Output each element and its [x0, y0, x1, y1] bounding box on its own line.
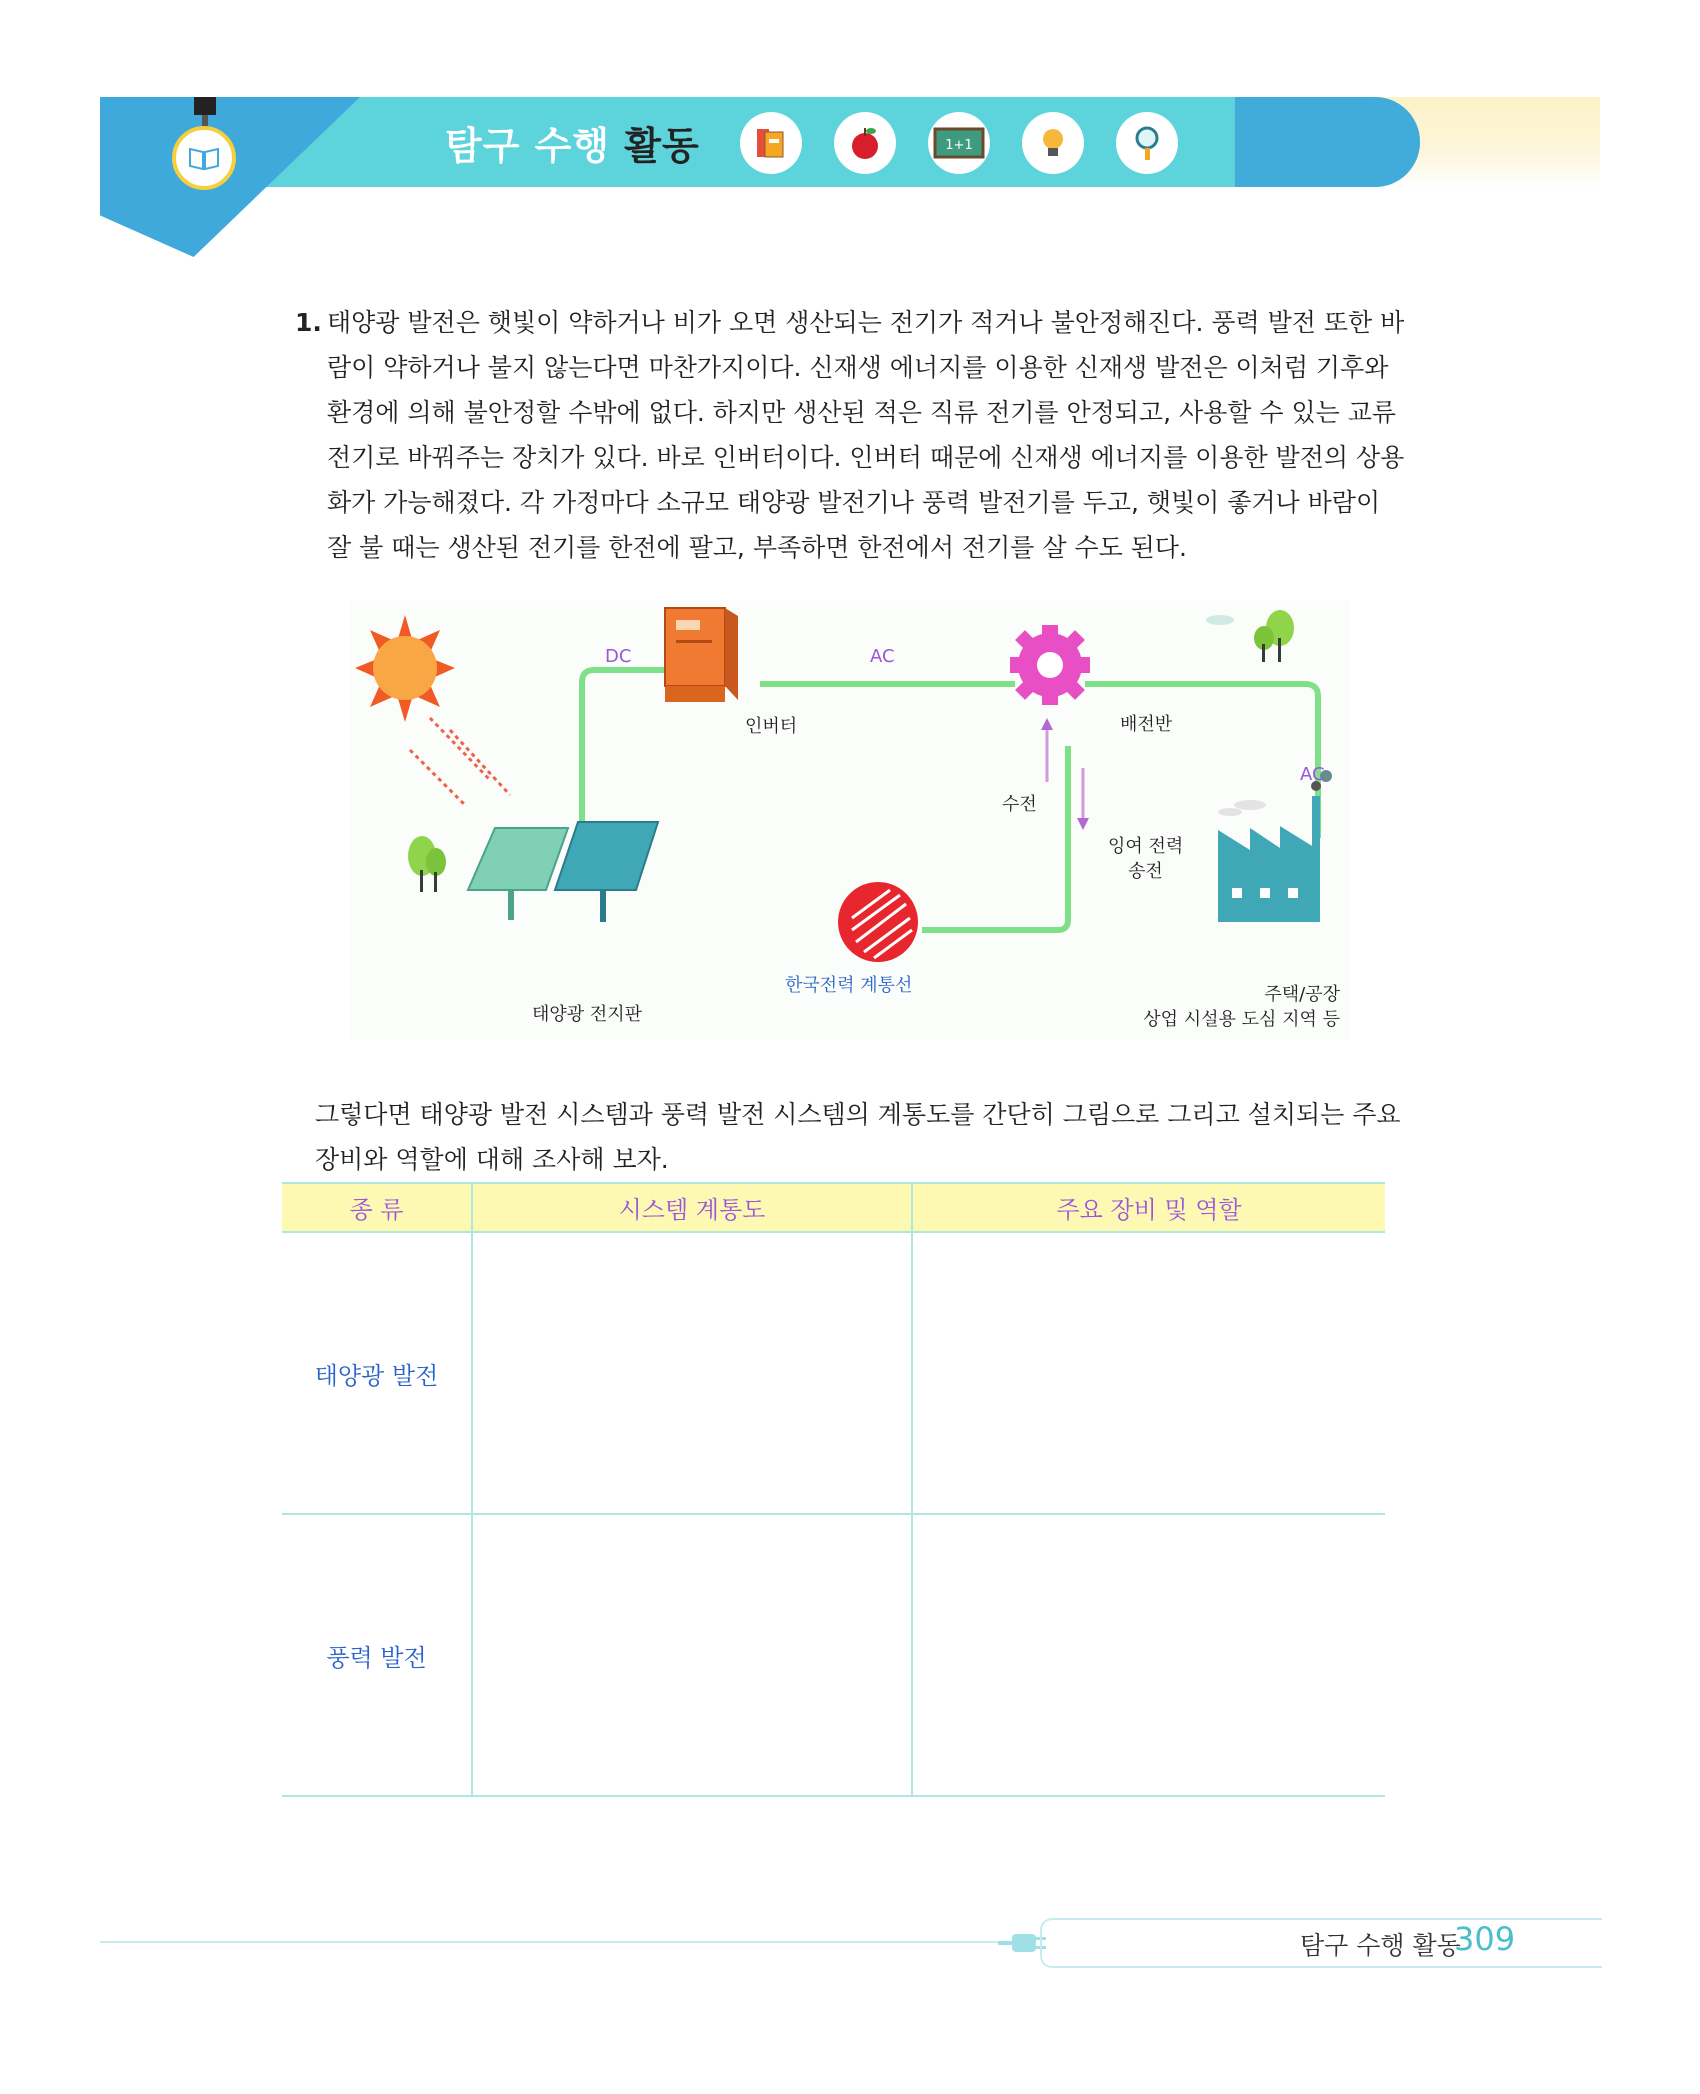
header-role: 주요 장비 및 역할 — [912, 1183, 1385, 1232]
problem-text: 태양광 발전은 햇빛이 약하거나 비가 오면 생산되는 전기가 적거나 불안정해진다. 풍력 발전 또한 바람이 약하거나 불지 않는다면 마찬가지이다. 신재생 에너지를 이용한 신재생 발전은 이처럼 기후와 환경에 의해 불안정할 수밖에 없다. 하지만 생산된 적은 직류 전기를 안정되고, 사용할 수 있는 교류 전기로 바꿔주는 장치가 있다. 바로 인버터이다. 인버터 때문에 신재생 에너지를 이용한 발전의 상용화가 가능해졌다. 각 가정마다 소규모 태양광 발전기나 풍력 발전기를 두고, 햇빛이 좋거나 바람이 잘 불 때는 생산된 전기를 한전에 팔고, 부족하면 한전에서 전기를 살 수도 된다. — [327, 308, 1405, 562]
title-part2: 활동 — [624, 124, 700, 168]
page-title — [445, 115, 700, 170]
label-panel: 배전반 — [1120, 714, 1173, 735]
apple-icon — [834, 112, 896, 174]
label-surplus-line2: 송전 — [1128, 861, 1163, 882]
followup-text: 그렇다면 태양광 발전 시스템과 풍력 발전 시스템의 계통도를 간단히 그림으로 그리고 설치되는 주요 장비와 역할에 대해 조사해 보자. — [315, 1100, 1401, 1174]
label-kepco: 한국전력 계통선 — [785, 975, 913, 996]
bulb-cap — [194, 97, 216, 115]
header-banner-end — [1235, 97, 1420, 187]
label-dc: DC — [605, 646, 632, 667]
footer-line — [100, 1941, 1020, 1943]
table-header-row — [282, 1183, 1385, 1232]
header-kind: 종 류 — [282, 1183, 472, 1232]
blackboard-icon — [928, 112, 990, 174]
label-receive: 수전 — [1002, 794, 1037, 815]
kepco-logo — [838, 882, 918, 962]
book-icon — [740, 112, 802, 174]
table-row-wind — [282, 1514, 1385, 1796]
lightbulb-icon — [1022, 112, 1084, 174]
inverter-icon — [665, 608, 738, 702]
label-ac-right: AC — [1300, 764, 1325, 785]
cell-diagram-wind[interactable] — [472, 1514, 912, 1796]
cell-role-solar[interactable] — [912, 1232, 1385, 1514]
footer-label: 탐구 수행 활동 — [1300, 1931, 1461, 1960]
label-inverter: 인버터 — [745, 716, 798, 737]
problem-number: 1. — [295, 308, 322, 337]
label-dest-line2: 상업 시설용 도심 지역 등 — [1143, 1009, 1340, 1030]
cell-kind-wind: 풍력 발전 — [282, 1514, 472, 1796]
diagram-background — [350, 600, 1350, 1040]
cell-role-wind[interactable] — [912, 1514, 1385, 1796]
problem-paragraph — [295, 300, 1405, 570]
distribution-panel-icon — [1010, 625, 1090, 705]
header-diagram: 시스템 계통도 — [472, 1183, 912, 1232]
page-number: 309 — [1454, 1920, 1516, 1958]
label-dest-line1: 주택/공장 — [1264, 984, 1340, 1005]
lightbulb-book-icon — [172, 126, 236, 190]
table-row-solar — [282, 1232, 1385, 1514]
answer-table — [282, 1182, 1385, 1797]
cell-diagram-solar[interactable] — [472, 1232, 912, 1514]
label-solar-panel: 태양광 전지판 — [532, 1004, 643, 1025]
title-part1: 탐구 수행 — [445, 124, 611, 168]
label-ac-top: AC — [870, 646, 895, 667]
label-surplus-line1: 잉여 전력 — [1108, 836, 1184, 857]
blackboard-text: 1+1 — [945, 138, 973, 153]
power-system-diagram — [350, 600, 1350, 1040]
cell-kind-solar: 태양광 발전 — [282, 1232, 472, 1514]
magnifier-icon — [1116, 112, 1178, 174]
